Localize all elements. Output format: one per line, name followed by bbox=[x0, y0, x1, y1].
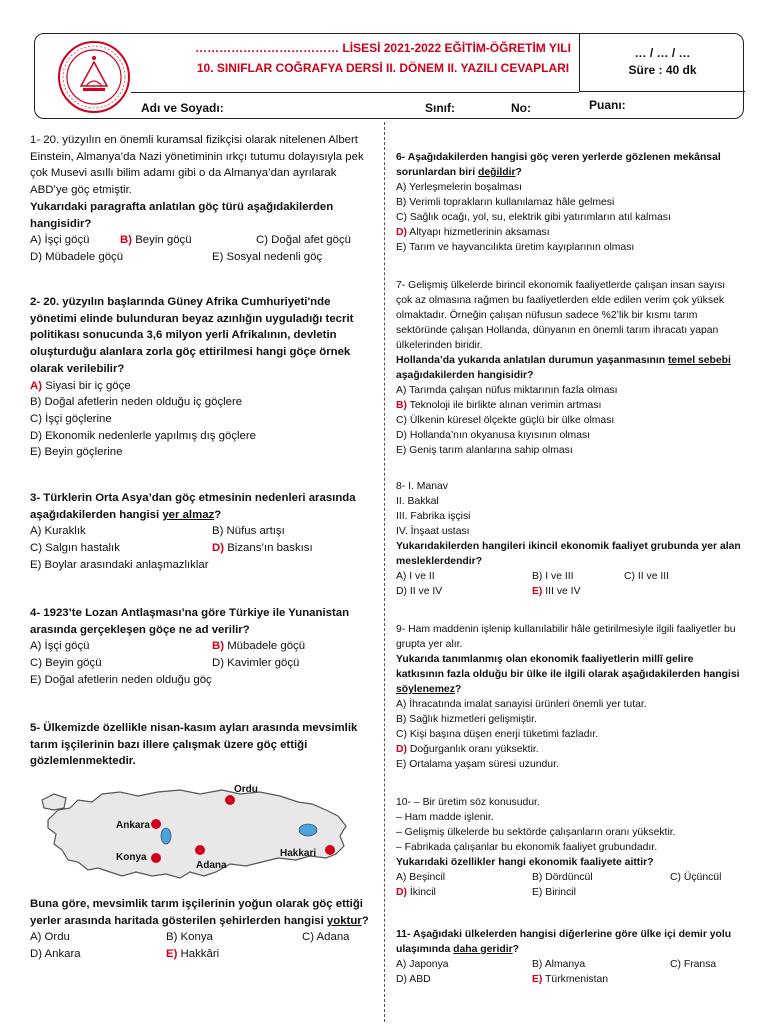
question-3-options-row2 bbox=[30, 540, 375, 557]
option-e[interactable]: E) Boylar arasındaki anlaşmazlıklar bbox=[30, 558, 209, 571]
option-e[interactable]: E) Ortalama yaşam süresi uzundur. bbox=[396, 759, 559, 770]
option-b[interactable]: B) Almanya bbox=[532, 959, 586, 970]
option-d[interactable] bbox=[396, 225, 744, 240]
adana-label: Adana bbox=[196, 860, 227, 871]
question-8 bbox=[396, 479, 744, 599]
option-d-letter: D) bbox=[212, 542, 225, 555]
ordu-marker bbox=[225, 795, 235, 805]
question-5-stem-pre: Buna göre, mevsimlik tarım işçilerinin yoğun olarak göç ettiği yerler arasında haritada gösterilen şehirlerden hangisi bbox=[30, 898, 363, 927]
option-e-text: Türkmenistan bbox=[542, 974, 609, 985]
option-e-text: Hakkâri bbox=[177, 948, 220, 961]
option-a[interactable]: A) İşçi göçü bbox=[30, 234, 90, 247]
question-11-text-post: ? bbox=[512, 944, 520, 955]
option-c[interactable]: C) Fransa bbox=[670, 959, 717, 970]
question-10-item-2: – Ham madde işlenir. bbox=[396, 812, 494, 823]
question-4-options-row1 bbox=[30, 638, 375, 655]
option-e[interactable]: E) Birincil bbox=[532, 887, 576, 898]
option-e[interactable]: E) Geniş tarım alanlarına sahip olması bbox=[396, 445, 573, 456]
question-5-stem bbox=[30, 896, 375, 929]
option-d-letter: D) bbox=[396, 887, 407, 898]
option-b[interactable] bbox=[396, 398, 744, 413]
score-label: Puanı: bbox=[589, 98, 626, 112]
question-5-options-row1 bbox=[30, 929, 375, 946]
option-c[interactable]: C) Kişi başına düşen enerji tüketimi fazladır. bbox=[396, 729, 599, 740]
van-lake bbox=[299, 824, 317, 836]
question-5-stem-block bbox=[30, 896, 375, 963]
option-e[interactable] bbox=[532, 972, 608, 987]
question-10-item-1: 10- – Bir üretim söz konusudur. bbox=[396, 797, 540, 808]
question-7-text: 7- Gelişmiş ülkelerde birincil ekonomik faaliyetlerde çalışan insan sayısı çok az olmasına rağmen bu faaliyetlerden elde edilen verim çok yüksek olmaktadır. Örneğin çalışan nüfusun sadece %2’lik bir kısmı tarım sektöründe çalışan Hollanda, dünyanın en önemli tarım ihracatı yapan ülkelerinden biridir. bbox=[396, 280, 726, 351]
turkey-map-svg bbox=[40, 780, 360, 892]
option-b-text: Teknoloji ile birlikte alınan verimin artması bbox=[406, 400, 602, 411]
question-9-stem-post: ? bbox=[454, 684, 462, 695]
question-8-item-2: II. Bakkal bbox=[396, 496, 439, 507]
option-a-letter: A) bbox=[30, 379, 43, 392]
option-e-letter: E) bbox=[532, 586, 543, 597]
exam-duration: Süre : 40 dk bbox=[628, 63, 697, 77]
option-e[interactable] bbox=[532, 584, 581, 599]
option-e[interactable]: E) Beyin göçlerine bbox=[30, 446, 123, 459]
option-d-text: Bizans’ın baskısı bbox=[224, 542, 313, 555]
option-d[interactable]: D) Ekonomik nedenlerle yapılmış dış göçlere bbox=[30, 429, 257, 442]
konya-label: Konya bbox=[116, 852, 147, 863]
konya-marker bbox=[151, 853, 161, 863]
question-11-text bbox=[396, 927, 744, 957]
question-9-stem-pre: Yukarıda tanımlanmış olan ekonomik faaliyetlerin millî gelire katkısının fazla olduğu bir ülke ile ilgili olarak aşağıdakilerden hangisi bbox=[396, 654, 740, 680]
question-11-text-pre: 11- Aşağıdaki ülkelerden hangisi diğerlerine göre ülke içi demir yolu ulaşımında bbox=[396, 929, 732, 955]
option-c[interactable]: C) Adana bbox=[302, 931, 350, 944]
option-a[interactable]: A) I ve II bbox=[396, 571, 435, 582]
question-9-stem bbox=[396, 652, 744, 697]
question-3-text-pre: 3- Türklerin Orta Asya’dan göç etmesinin nedenleri arasında aşağıdakilerden hangisi bbox=[30, 492, 356, 521]
option-d-letter: D) bbox=[396, 227, 407, 238]
option-a-text: Siyasi bir iç göçe bbox=[42, 379, 131, 392]
header-divider bbox=[131, 92, 579, 93]
option-d[interactable] bbox=[212, 540, 313, 557]
question-5-stem-underlined: yoktur bbox=[326, 914, 362, 927]
question-8-item-3: III. Fabrika işçisi bbox=[396, 511, 471, 522]
date-duration-box bbox=[579, 34, 745, 92]
option-a[interactable]: A) İhracatında imalat sanayisi ürünleri önemli yer tutar. bbox=[396, 699, 647, 710]
option-d[interactable]: D) Ankara bbox=[30, 948, 81, 961]
turkey-map bbox=[40, 780, 360, 892]
meb-logo-icon bbox=[57, 40, 131, 114]
question-4-options-row2 bbox=[30, 655, 375, 672]
option-e-letter: E) bbox=[532, 974, 543, 985]
option-b-letter: B) bbox=[396, 400, 407, 411]
option-a[interactable]: A) Yerleşmelerin boşalması bbox=[396, 182, 522, 193]
question-6-text-pre: 6- Aşağıdakilerden hangisi göç veren yerlerde gözlenen mekânsal sorunlardan biri bbox=[396, 152, 721, 178]
question-11-options-row2 bbox=[396, 972, 744, 987]
question-5-stem-post: ? bbox=[361, 914, 369, 927]
option-d[interactable]: D) Mübadele göçü bbox=[30, 250, 124, 263]
option-d-text: Doğurganlık oranı yüksektir. bbox=[406, 744, 539, 755]
question-3-text bbox=[30, 490, 375, 523]
option-b[interactable] bbox=[212, 638, 305, 655]
option-d[interactable]: D) Hollanda’nın okyanusa kıyısının olması bbox=[396, 430, 591, 441]
option-b-letter: B) bbox=[120, 234, 133, 247]
option-a[interactable] bbox=[30, 378, 375, 395]
option-a[interactable]: A) Beşincil bbox=[396, 872, 446, 883]
option-b[interactable]: B) Konya bbox=[166, 931, 213, 944]
option-e[interactable] bbox=[166, 946, 219, 963]
question-6-text-underlined: değildir bbox=[477, 167, 516, 178]
option-a[interactable]: A) Ordu bbox=[30, 931, 70, 944]
question-6 bbox=[396, 150, 744, 255]
question-3-text-underlined: yer almaz bbox=[162, 508, 215, 521]
option-d[interactable] bbox=[396, 885, 532, 900]
option-a[interactable]: A) Tarımda çalışan nüfus miktarının fazla olması bbox=[396, 385, 618, 396]
option-d[interactable]: D) II ve IV bbox=[396, 586, 443, 597]
question-1-options-row1 bbox=[30, 232, 375, 249]
option-e-letter: E) bbox=[166, 948, 178, 961]
option-b[interactable]: B) I ve III bbox=[532, 571, 574, 582]
option-b[interactable]: B) Verimli toprakların kullanılamaz hâle gelmesi bbox=[396, 197, 615, 208]
option-c[interactable]: C) İşçi göçlerine bbox=[30, 412, 112, 425]
exam-title: 10. SINIFLAR COĞRAFYA DERSİ II. DÖNEM II. YAZILI CEVAPLARI bbox=[196, 61, 570, 75]
option-c[interactable]: C) Sağlık ocağı, yol, su, elektrik gibi yatırımların atıl kalması bbox=[396, 212, 671, 223]
question-8-stem: Yukarıdakilerden hangileri ikincil ekonomik faaliyet grubunda yer alan mesleklerdendir? bbox=[396, 541, 741, 567]
question-4 bbox=[30, 605, 375, 689]
question-3-text-post: ? bbox=[214, 508, 222, 521]
option-b[interactable]: B) Doğal afetlerin neden olduğu iç göçlere bbox=[30, 396, 243, 409]
question-6-text-post: ? bbox=[515, 167, 522, 178]
option-a[interactable]: A) Kuraklık bbox=[30, 525, 86, 538]
question-7-stem-post: aşağıdakilerden hangisidir? bbox=[396, 370, 534, 381]
question-10-options-row2 bbox=[396, 885, 744, 900]
tuz-lake bbox=[161, 828, 171, 844]
question-9-stem-underlined: söylenemez bbox=[396, 684, 455, 695]
column-divider bbox=[384, 122, 385, 1022]
question-1-text: 1- 20. yüzyılın en önemli kuramsal fizikçisi olarak nitelenen Albert Einstein, Almanya’da Nazi yönetiminin ırkçı tutumu dolayısıyla pek çok Musevi asıllı bilim adamı gibi o da Almanya’dan ayrılarak ABD’ye göç etmiştir. bbox=[30, 134, 364, 197]
question-3 bbox=[30, 490, 375, 574]
question-11-options-row1 bbox=[396, 957, 744, 972]
question-7-stem-underlined: temel sebebi bbox=[667, 355, 731, 366]
question-10-options-row1 bbox=[396, 870, 744, 885]
question-8-options-row1 bbox=[396, 569, 744, 584]
exam-header bbox=[34, 33, 744, 119]
question-7 bbox=[396, 278, 744, 458]
hakkari-marker bbox=[325, 845, 335, 855]
question-10 bbox=[396, 795, 744, 900]
question-10-stem: Yukarıdaki özellikler hangi ekonomik faaliyete aittir? bbox=[396, 857, 654, 868]
ankara-label: Ankara bbox=[116, 820, 150, 831]
option-d-text: Altyapı hizmetlerinin aksaması bbox=[406, 227, 550, 238]
option-b-text: Beyin göçü bbox=[132, 234, 192, 247]
question-1-stem: Yukarıdaki paragrafta anlatılan göç türü aşağıdakilerden hangisidir? bbox=[30, 200, 334, 230]
option-b[interactable]: B) Nüfus artışı bbox=[212, 525, 285, 538]
option-b[interactable] bbox=[120, 232, 256, 249]
option-a[interactable]: A) İşçi göçü bbox=[30, 640, 90, 653]
class-label: Sınıf: bbox=[425, 101, 455, 115]
ordu-label: Ordu bbox=[234, 784, 258, 795]
option-d[interactable]: D) Kavimler göçü bbox=[212, 657, 300, 670]
option-c[interactable]: C) Salgın hastalık bbox=[30, 542, 120, 555]
option-e[interactable]: E) Tarım ve hayvancılıkta üretim kayıplarının olması bbox=[396, 242, 635, 253]
option-d[interactable] bbox=[396, 742, 744, 757]
question-7-stem-pre: Hollanda’da yukarıda anlatılan durumun yaşanmasının bbox=[396, 355, 668, 366]
question-1-options-row2 bbox=[30, 249, 375, 266]
option-b[interactable]: B) Sağlık hizmetleri gelişmiştir. bbox=[396, 714, 537, 725]
name-label: Adı ve Soyadı: bbox=[141, 101, 224, 115]
question-11-text-underlined: daha geridir bbox=[453, 944, 513, 955]
adana-marker bbox=[195, 845, 205, 855]
option-e[interactable]: E) Doğal afetlerin neden olduğu göç bbox=[30, 673, 212, 686]
question-1 bbox=[30, 132, 375, 266]
question-9-text: 9- Ham maddenin işlenip kullanılabilir hâle getirilmesiyle ilgili faaliyetler bu grupta yer alır. bbox=[396, 624, 736, 650]
option-d-letter: D) bbox=[396, 744, 407, 755]
question-7-stem bbox=[396, 353, 744, 383]
ankara-marker bbox=[151, 819, 161, 829]
question-9 bbox=[396, 622, 744, 772]
option-d[interactable]: D) ABD bbox=[396, 974, 431, 985]
question-3-options-row1 bbox=[30, 523, 375, 540]
question-2 bbox=[30, 294, 375, 461]
question-5-text: 5- Ülkemizde özellikle nisan-kasım ayları arasında mevsimlik tarım işçilerinin bazı illere çalışmak üzere göç ettiği gözlemlenmektedir. bbox=[30, 722, 358, 768]
question-8-item-4: IV. İnşaat ustası bbox=[396, 526, 470, 537]
option-c[interactable]: C) Beyin göçü bbox=[30, 657, 102, 670]
school-year-title: ……………………………… LİSESİ 2021-2022 EĞİTİM-ÖĞRETİM YILI bbox=[195, 41, 571, 55]
question-11 bbox=[396, 927, 744, 987]
question-2-text: 2- 20. yüzyılın başlarında Güney Afrika Cumhuriyeti'nde yönetimi elinde bulunduran beyaz azınlığın uyguladığı tecrit politikası sonucunda 3,6 milyon yerli Afrikalının, devletin oluşturduğu alanlara zorla göç ettirilmesi hangi göçe örnek olarak verilebilir? bbox=[30, 296, 354, 375]
question-6-text bbox=[396, 150, 744, 180]
exam-date: … / … / … bbox=[634, 46, 691, 60]
option-b-letter: B) bbox=[212, 640, 225, 653]
thrace-region bbox=[42, 794, 66, 810]
option-c[interactable]: C) Üçüncül bbox=[670, 872, 722, 883]
question-8-options-row2 bbox=[396, 584, 744, 599]
option-c[interactable]: C) Doğal afet göçü bbox=[256, 234, 351, 247]
question-5 bbox=[30, 720, 375, 770]
hakkari-label: Hakkari bbox=[280, 848, 317, 859]
number-label: No: bbox=[511, 101, 531, 115]
option-d-text: İkincil bbox=[406, 887, 436, 898]
option-a[interactable]: A) Japonya bbox=[396, 959, 449, 970]
option-c[interactable]: C) II ve III bbox=[624, 571, 670, 582]
option-e-text: III ve IV bbox=[542, 586, 581, 597]
question-10-item-4: – Fabrikada çalışanlar bu ekonomik faaliyet grubundadır. bbox=[396, 842, 658, 853]
option-b[interactable]: B) Dördüncül bbox=[532, 872, 593, 883]
question-10-item-3: – Gelişmiş ülkelerde bu sektörde çalışanların oranı yüksektir. bbox=[396, 827, 676, 838]
option-b-text: Mübadele göçü bbox=[224, 640, 306, 653]
question-8-item-1: 8- I. Manav bbox=[396, 481, 448, 492]
question-5-options-row2 bbox=[30, 946, 375, 963]
option-e[interactable]: E) Sosyal nedenli göç bbox=[212, 250, 323, 263]
question-4-text: 4- 1923’te Lozan Antlaşması’na göre Türkiye ile Yunanistan arasında gerçekleşen göçe ne ad verilir? bbox=[30, 607, 350, 636]
option-c[interactable]: C) Ülkenin küresel ölçekte güçlü bir ülke olması bbox=[396, 415, 615, 426]
